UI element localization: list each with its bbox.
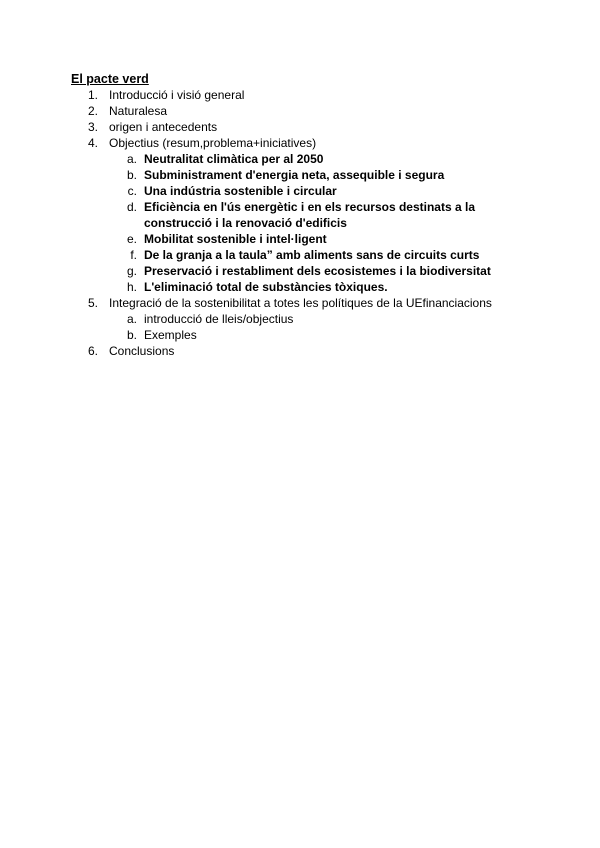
objective-letter: h. — [126, 280, 137, 294]
objective-letter: g. — [126, 264, 137, 278]
list-number: 5. — [87, 296, 98, 310]
list-number: 4. — [87, 136, 98, 150]
page-title: El pacte verd — [71, 72, 149, 86]
list-number: 1. — [87, 88, 98, 102]
list-text: Introducció i visió general — [109, 88, 245, 102]
integration-text: introducció de lleis/objectius — [144, 312, 294, 326]
objective-letter: f. — [130, 248, 137, 262]
integration-letter: a. — [126, 312, 137, 326]
objective-letter: a. — [126, 152, 137, 166]
objective-text: L'eliminació total de substàncies tòxiques. — [144, 280, 388, 294]
list-number: 6. — [87, 344, 98, 358]
objective-text: Subministrament d'energia neta, assequible i segura — [144, 168, 445, 182]
objective-text: Mobilitat sostenible i intel·ligent — [144, 232, 327, 246]
objective-text-continued: construcció i la renovació d'edificis — [144, 216, 347, 230]
objective-text: Una indústria sostenible i circular — [144, 184, 337, 198]
list-text: Conclusions — [109, 344, 175, 358]
objective-text: Preservació i restabliment dels ecosistemes i la biodiversitat — [144, 264, 491, 278]
list-number: 3. — [87, 120, 98, 134]
objective-letter: e. — [126, 232, 137, 246]
list-text: origen i antecedents — [109, 120, 218, 134]
objective-letter: d. — [126, 200, 137, 214]
list-text: Naturalesa — [109, 104, 168, 118]
integration-letter: b. — [126, 328, 137, 342]
objective-letter: c. — [127, 184, 137, 198]
objective-text: Eficiència en l'ús energètic i en els recursos destinats a la — [144, 200, 475, 214]
objective-letter: b. — [126, 168, 137, 182]
list-number: 2. — [87, 104, 98, 118]
list-text: Objectius (resum,problema+iniciatives) — [109, 136, 317, 150]
integration-text: Exemples — [144, 328, 197, 342]
objective-text: Neutralitat climàtica per al 2050 — [144, 152, 324, 166]
list-text: Integració de la sostenibilitat a totes les polítiques de la UEfinanciacions — [109, 296, 492, 310]
objective-text: De la granja a la taula” amb aliments sans de circuits curts — [144, 248, 480, 262]
